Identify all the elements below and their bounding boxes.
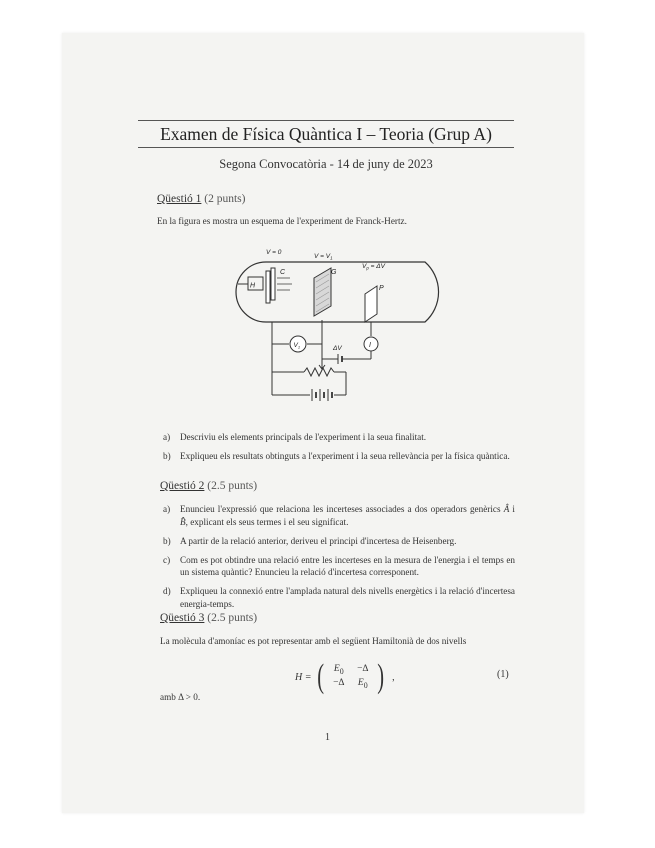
matrix-e11: $E_0$ (333, 664, 344, 676)
label-vp: $V_p = \Delta V$ (362, 263, 385, 271)
question-2-heading (160, 480, 257, 492)
equation-trailing-comma: , (392, 671, 395, 683)
question-3-heading (160, 612, 257, 624)
grid-label: G (331, 269, 337, 276)
label-v0: V = 0 (266, 249, 282, 256)
question-1-label: Qüestió 1 (157, 193, 202, 205)
question-3-points: (2.5 punts) (207, 612, 258, 624)
ammeter-label: I (369, 342, 371, 349)
equation-lhs: H = (295, 671, 312, 683)
question-1-item-a: a) Descriviu els elements principals de l'experiment i la seua finalitat. (163, 432, 427, 442)
question-1-item-b: b) Expliqueu els resultats obtinguts a l'experiment i la seua rellevància per la física quàntica. (163, 451, 510, 461)
question-1-items (163, 431, 515, 469)
question-2-item-b: b) A partir de la relació anterior, deriveu el principi d'incertesa de Heisenberg. (163, 535, 457, 546)
title-rule-bottom (138, 147, 514, 148)
heater-label: H (250, 282, 256, 290)
label-v1: $V = V_1$ (314, 253, 333, 261)
delta-v-label: ΔV (333, 345, 342, 352)
page-subtitle: Segona Convocatòria - 14 de juny de 2023 (219, 157, 433, 171)
question-3-outro: amb Δ > 0. (160, 692, 201, 702)
hamiltonian-matrix: ( $E_0$ −Δ −Δ $E_0$ ) (317, 658, 384, 695)
question-3-intro: La molècula d'amoníac es pot representar amb el següent Hamiltonià de dos nivells (160, 636, 467, 646)
question-1-heading (157, 193, 246, 205)
hamiltonian-equation (295, 660, 395, 694)
matrix-e21: −Δ (333, 678, 345, 688)
ammeter (364, 337, 378, 351)
cathode-plate-back (271, 268, 275, 300)
cathode-label: C (280, 269, 286, 276)
page-number: 1 (325, 732, 330, 743)
question-2-points: (2.5 punts) (207, 480, 258, 492)
matrix-e12: −Δ (357, 664, 369, 675)
voltmeter-label: $V_1$ (293, 342, 301, 350)
matrix-e22: $E_0$ (357, 678, 368, 690)
question-1-points: (2 punts) (204, 193, 246, 205)
question-2-item-d: d) Expliqueu la connexió entre l'amplada natural dels nivells energètics i la relació d'incertesa energia-temps. (163, 586, 515, 609)
paper-sheet (62, 33, 584, 813)
equation-number: (1) (497, 669, 509, 680)
question-2-label: Qüestió 2 (160, 480, 205, 492)
anode-label: P (379, 285, 384, 292)
page-title: Examen de Física Quàntica I – Teoria (Grup A) (160, 124, 492, 144)
title-rule-top (138, 120, 514, 121)
question-2-item-c: c) Com es pot obtindre una relació entre les incerteses en la mesura de l'energia i el temps en un sistema quàntic? Enuncieu la relació d'incertesa corresponent. (163, 554, 515, 577)
question-3-label: Qüestió 3 (160, 612, 205, 624)
question-2-items (163, 503, 515, 617)
anode-plate (365, 286, 377, 322)
question-2-item-a: a) Enuncieu l'expressió que relaciona les incerteses associades a dos operadors genèrics Â i B̂, explicant els seus termes i el seu significat. (163, 504, 515, 527)
potentiometer (304, 368, 334, 376)
question-1-intro: En la figura es mostra un esquema de l'experiment de Franck-Hertz. (157, 216, 407, 226)
franck-hertz-diagram (230, 244, 470, 412)
cathode-plate (266, 271, 270, 303)
